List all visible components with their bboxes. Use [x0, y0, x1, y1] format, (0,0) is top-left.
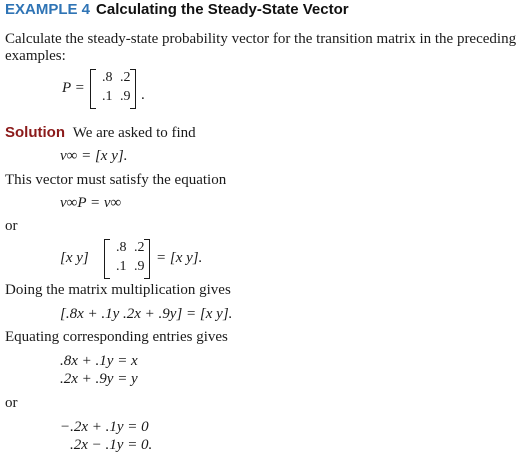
system2-eq-1: −.2x + .1y = 0 [60, 419, 149, 435]
example-title: Calculating the Steady-State Vector [96, 1, 349, 18]
vp-equals-v-eq: v∞P = v∞ [60, 195, 122, 211]
matrix-right-bracket [130, 69, 136, 109]
matrix2-cell-12: .2 [134, 240, 145, 255]
matrix2-cell-22: .9 [134, 259, 145, 274]
example-heading [5, 1, 349, 19]
matrix-p-trailing-period: . [141, 87, 145, 103]
matrix-cell-22: .9 [120, 89, 131, 104]
equating-text: Equating corresponding entries gives [5, 329, 228, 345]
row-vector-rhs: = [x y]. [156, 250, 203, 266]
multiplication-result-eq: [.8x + .1y .2x + .9y] = [x y]. [60, 306, 233, 322]
example-label: EXAMPLE 4 [5, 1, 91, 18]
matrix-cell-12: .2 [120, 70, 131, 85]
matrix2-cell-21: .1 [116, 259, 127, 274]
intro-line-2: examples: [5, 48, 66, 64]
constraint-text: This vector must satisfy the equation [5, 172, 227, 188]
row-vector-lhs: [x y] [60, 250, 89, 266]
system1-eq-1: .8x + .1y = x [60, 353, 138, 369]
solution-label: Solution [5, 124, 65, 141]
system1-eq-2: .2x + .9y = y [60, 371, 138, 387]
matrix2-cell-11: .8 [116, 240, 127, 255]
matrix2-right-bracket [144, 239, 150, 279]
steady-state-vector-eq: v∞ = [x y]. [60, 148, 128, 164]
intro-line-1: Calculate the steady-state probability vector for the transition matrix in the preceding [5, 31, 517, 47]
system2-eq-2: .2x − .1y = 0. [70, 437, 153, 453]
matrix2-left-bracket [104, 239, 110, 279]
or-text-2: or [5, 395, 18, 411]
or-text-1: or [5, 218, 18, 234]
matrix-p-lhs: P = [62, 80, 85, 96]
transition-matrix [90, 69, 136, 109]
matrix-cell-11: .8 [102, 70, 113, 85]
solution-line [5, 124, 196, 142]
matrix-cell-21: .1 [102, 89, 113, 104]
transition-matrix-2 [104, 239, 150, 279]
solution-intro-text: We are asked to find [72, 125, 196, 141]
multiplication-text: Doing the matrix multiplication gives [5, 282, 231, 298]
matrix-left-bracket [90, 69, 96, 109]
